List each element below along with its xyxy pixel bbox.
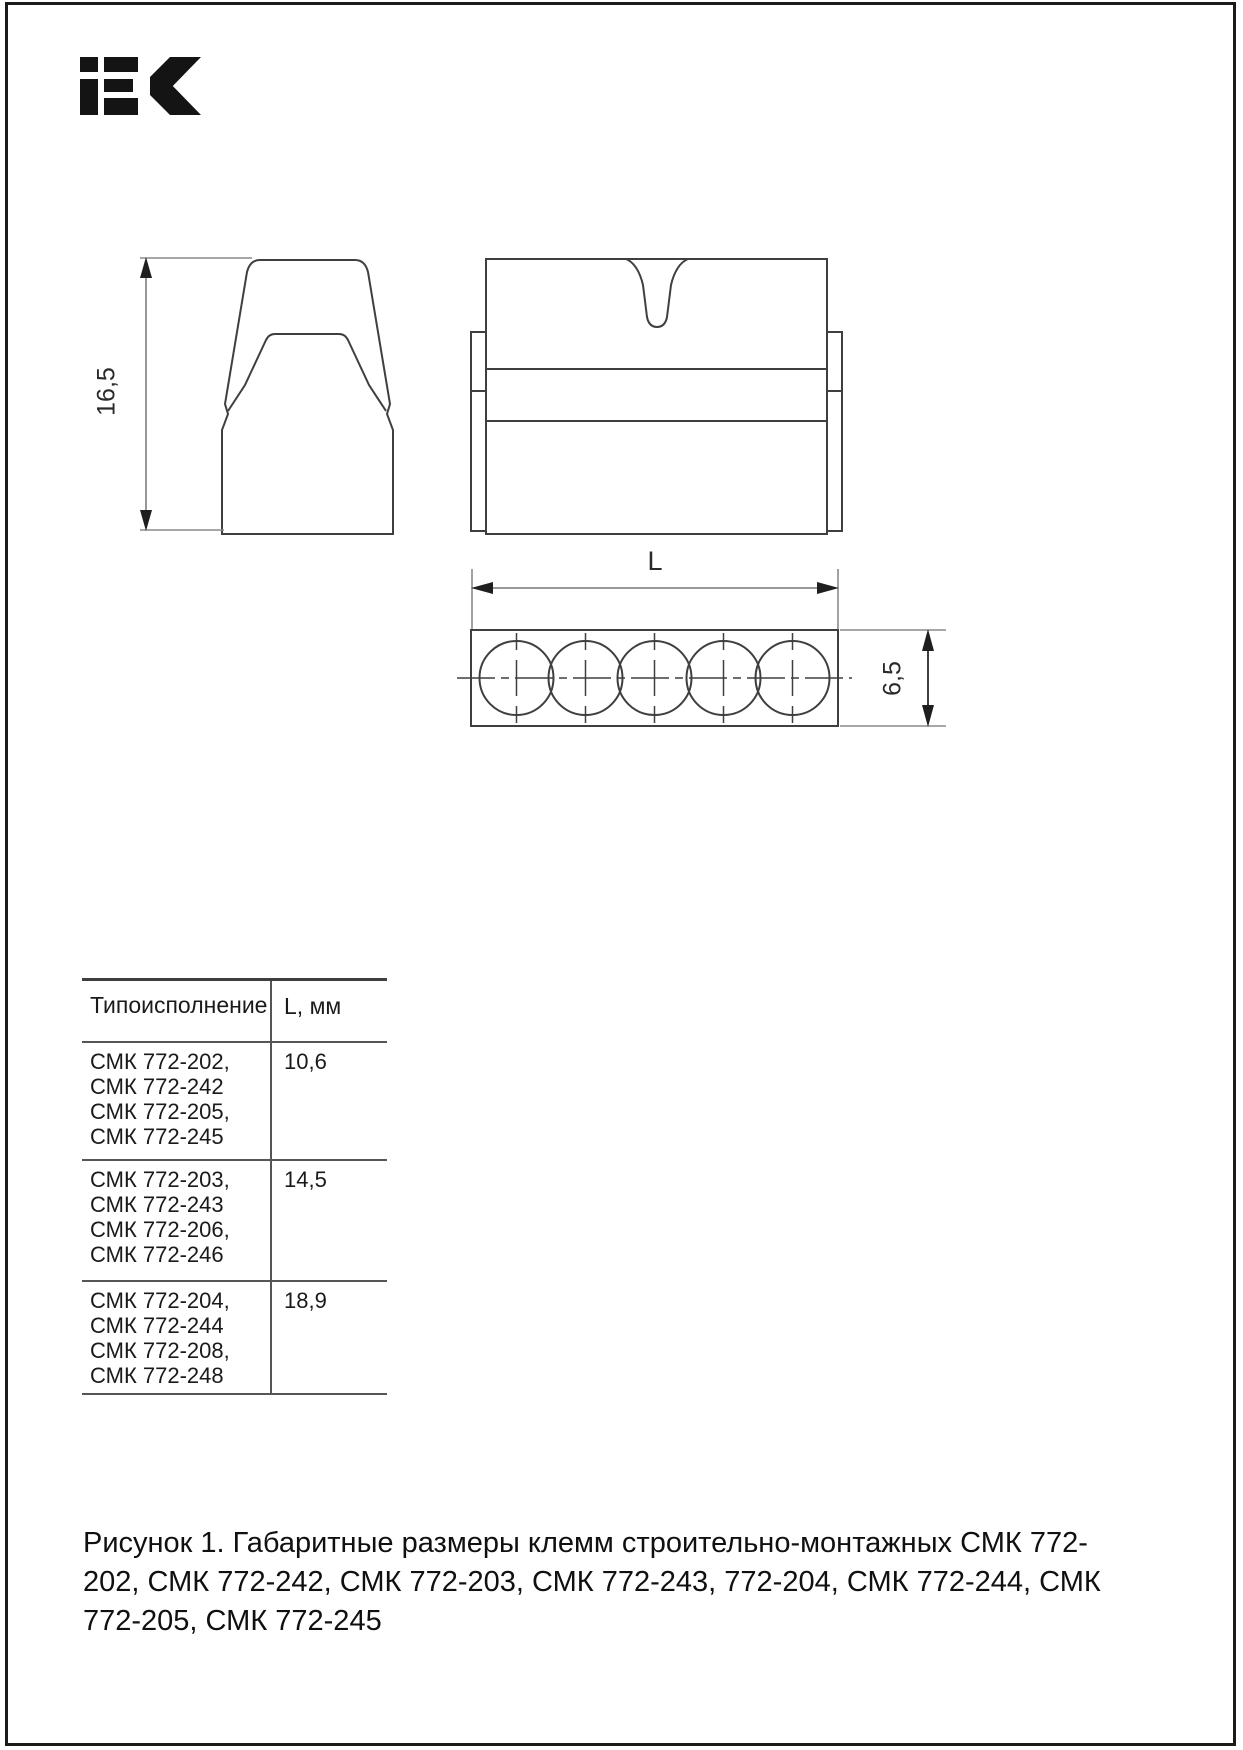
dim-label-6-5: 6,5: [878, 661, 907, 696]
type-label: СМК 772-203,: [90, 1167, 230, 1192]
type-label: СМК 772-206,: [90, 1217, 230, 1242]
side-view: [222, 260, 393, 534]
type-label: СМК 772-208,: [90, 1338, 230, 1363]
type-label: СМК 772-205,: [90, 1099, 230, 1124]
type-list: [82, 1161, 272, 1280]
figure-caption: Рисунок 1. Габаритные размеры клемм строительно-монтажных СМК 772-202, СМК 772-242, СМК 772-203, СМК 772-243, 772-204, СМК 772-244, СМК 772-205, СМК 772-245: [83, 1527, 1101, 1637]
dim-label-16-5: 16,5: [92, 367, 121, 416]
table-header-cell-type: Типоисполнение: [82, 981, 272, 1041]
type-list: [82, 1282, 272, 1393]
type-label: СМК 772-202,: [90, 1049, 230, 1074]
table-row: [82, 1043, 387, 1159]
type-label: СМК 772-243: [90, 1192, 224, 1217]
table-header-row: [82, 981, 387, 1043]
top-view-centerlines: [457, 633, 852, 723]
type-list: [82, 1043, 272, 1159]
type-label: СМК 772-244: [90, 1313, 224, 1338]
dim-16-5: [140, 257, 252, 531]
length-value: 14,5: [284, 1167, 327, 1192]
table-row: [82, 1280, 387, 1393]
length-value: 18,9: [284, 1288, 327, 1313]
table-header-cell-length: L, мм: [284, 993, 342, 1019]
table-row: [82, 1159, 387, 1280]
type-label: СМК 772-242: [90, 1074, 224, 1099]
type-label: СМК 772-245: [90, 1124, 224, 1149]
type-label: СМК 772-204,: [90, 1288, 230, 1313]
dim-label-L: L: [647, 546, 663, 576]
type-label: СМК 772-246: [90, 1242, 224, 1267]
type-label: СМК 772-248: [90, 1363, 224, 1388]
spec-table: [82, 978, 387, 1395]
front-view: [471, 259, 842, 534]
dim-L: [471, 569, 839, 631]
length-value: 10,6: [284, 1049, 327, 1074]
